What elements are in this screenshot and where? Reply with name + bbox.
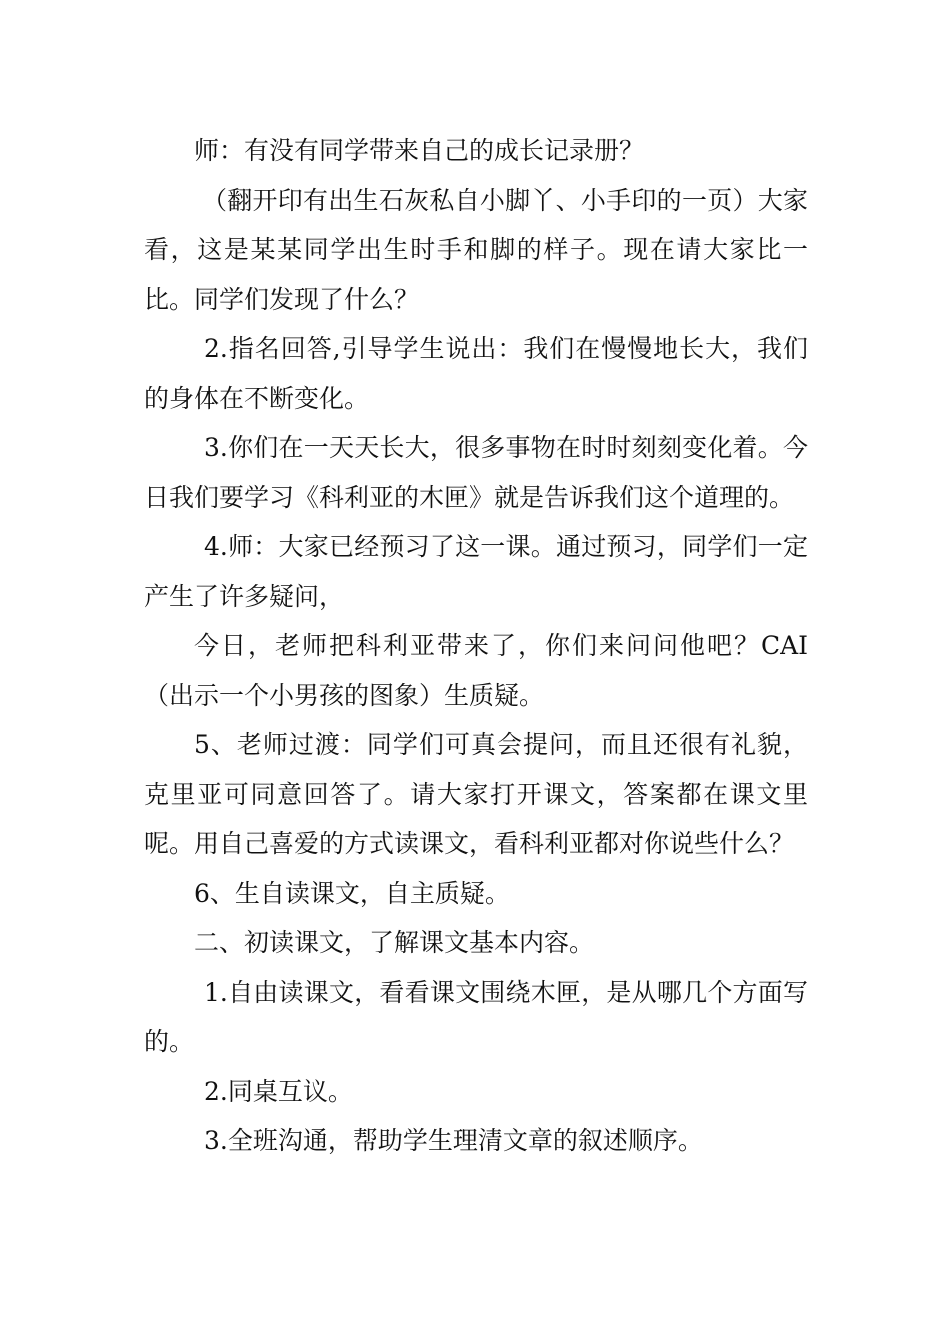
- document-body: [144, 126, 808, 1166]
- paragraph-teacher-question: 师：有没有同学带来自己的成长记录册？: [194, 136, 645, 165]
- paragraph-step-4: 4.师：大家已经预习了这一课。通过预习，同学们一定产生了许多疑问，: [144, 532, 808, 611]
- paragraph-class-communication: 3.全班沟通，帮助学生理清文章的叙述顺序。: [204, 1126, 703, 1155]
- paragraph-read-freely: 1.自由读课文，看看课文围绕木匣，是从哪几个方面写的。: [144, 977, 808, 1056]
- paragraph-step-2: 2.指名回答,引导学生说出：我们在慢慢地长大，我们的身体在不断变化。: [144, 334, 808, 413]
- paragraph-growth-record: （翻开印有出生石灰私自小脚丫、小手印的一页）大家看，这是某某同学出生时手和脚的样子。现在请大家比一比。同学们发现了什么？: [144, 185, 808, 314]
- paragraph-step-6: 6、生自读课文，自主质疑。: [194, 878, 510, 908]
- section-heading-2: 二、初读课文，了解课文基本内容。: [194, 928, 595, 957]
- paragraph-cai: 今日，老师把科利亚带来了，你们来问问他吧？CAI（出示一个小男孩的图象）生质疑。: [144, 631, 808, 710]
- paragraph-step-3: 3.你们在一天天长大，很多事物在时时刻刻变化着。今日我们要学习《科利亚的木匣》就是告诉我们这个道理的。: [144, 433, 808, 512]
- paragraph-deskmate-discussion: 2.同桌互议。: [204, 1076, 353, 1106]
- paragraph-step-5: 5、老师过渡：同学们可真会提问，而且还很有礼貌，克里亚可同意回答了。请大家打开课文，答案都在课文里呢。用自己喜爱的方式读课文，看科利亚都对你说些什么？: [144, 730, 808, 858]
